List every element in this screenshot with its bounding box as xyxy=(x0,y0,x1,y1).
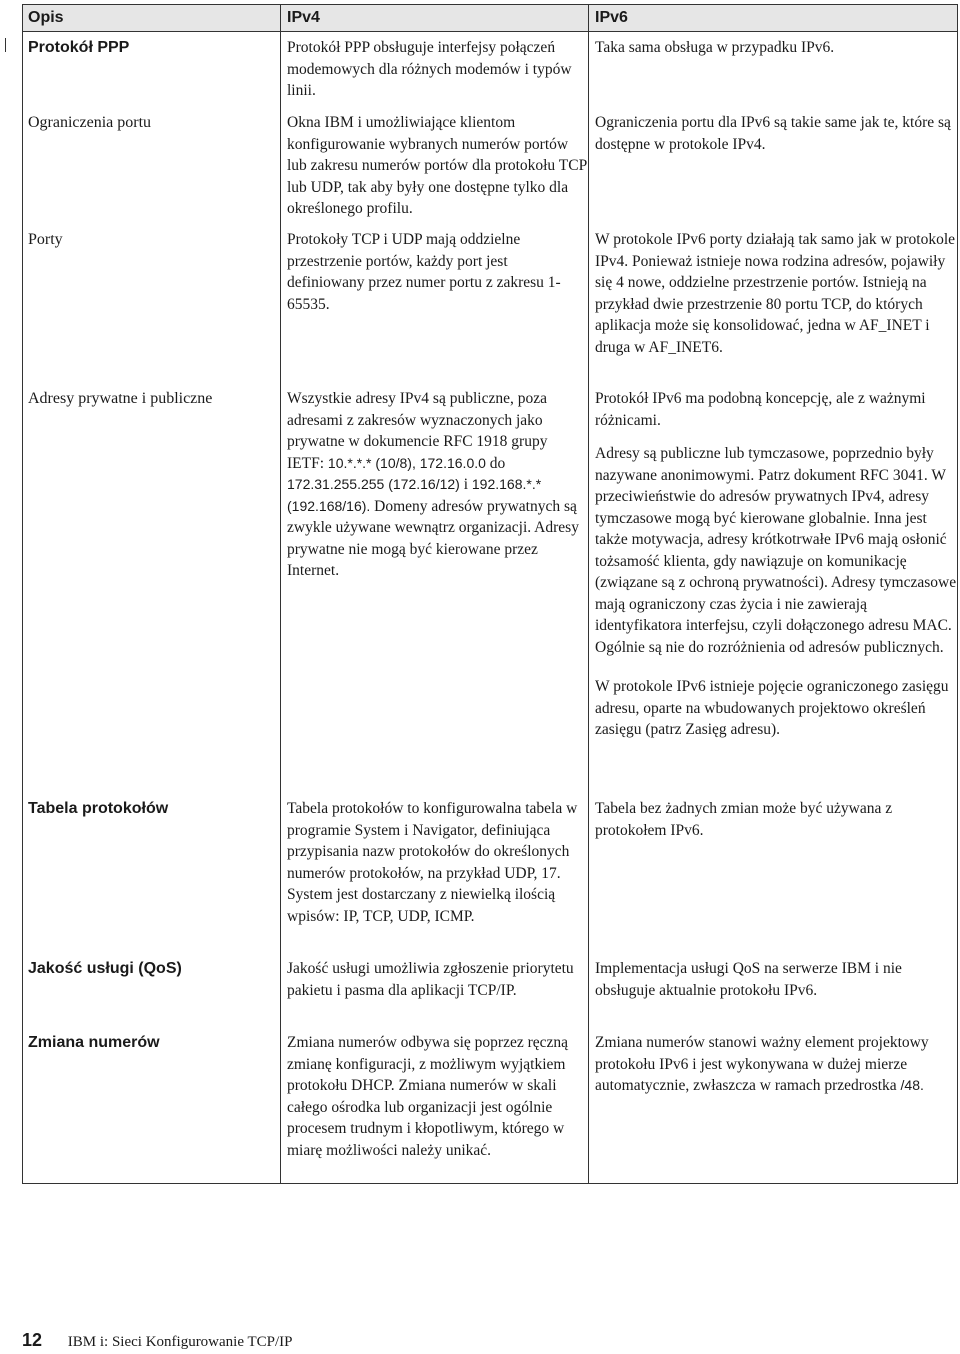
comparison-table xyxy=(22,4,958,1184)
column-divider xyxy=(280,5,281,1183)
row-label-ports: Porty xyxy=(28,231,63,248)
ipv6-port-restrictions: Ograniczenia portu dla IPv6 są takie same jak te, które są dostępne w protokole IPv4. xyxy=(595,114,951,153)
ipv6-ports: W protokole IPv6 porty działają tak samo jak w protokole IPv4. Ponieważ istnieje nowa rodzina adresów, pojawiły się 4 nowe, oddzielne przestrzenie portów. Istnieją na przykład dwie przestrzenie 80 portu TCP, do których aplikacja może się konsolidować, jedna w AF_INET i druga w AF_INET6. xyxy=(595,231,956,356)
ipv4-ppp: Protokół PPP obsługuje interfejsy połączeń modemowych dla różnych modemów i typów linii. xyxy=(287,39,572,99)
ipv6-renumbering xyxy=(595,1032,957,1097)
column-divider xyxy=(588,5,589,1183)
ipv6-temporary-addresses: Adresy są publiczne lub tymczasowe, poprzednio były nazywane anonimowymi. Patrz dokument RFC 3041. W przeciwieństwie do adresów prywatnych IPv4, adresy tymczasowe mogą być kierowane globalnie. Inna jest także motywacja, adresy krótkotrwałe IPv6 mają osłonić tożsamość klienta, gdy nawiązuje on komunikację (związane są z ochroną prywatności). Adresy tymczasowe mają ograniczony czas życia i nie zawierają identyfikatora interfejsu, czyli dołączonego adresu MAC. Ogólnie są nie do rozróżnienia od adresów publicznych. xyxy=(595,445,957,656)
ipv4-port-restrictions: Okna IBM i umożliwiające klientom konfigurowanie wybranych numerów portów lub zakresu numerów portów dla protokołu TCP lub UDP, tak aby były one dostępne tylko dla określonego profilu. xyxy=(287,114,587,217)
header-ipv4: IPv4 xyxy=(287,9,320,26)
ipv4-private-public-text: Wszystkie adresy IPv4 są publiczne, poza adresami z zakresów wyznaczonych jako prywatne w dokumencie RFC 1918 grupy IETF: xyxy=(287,390,548,472)
ipv6-renumbering-text: Zmiana numerów stanowi ważny element projektowy protokołu IPv6 i jest wykonywana w dużej mierze automatycznie, zwłaszcza w ramach przedrostka xyxy=(595,1034,929,1094)
row-label-private-public: Adresy prywatne i publiczne xyxy=(28,390,213,407)
row-label-port-restrictions: Ograniczenia portu xyxy=(28,114,152,131)
row-label-ppp: Protokół PPP xyxy=(28,39,130,56)
row-label-qos: Jakość usługi (QoS) xyxy=(28,960,182,977)
header-ipv6: IPv6 xyxy=(595,9,628,26)
ipv4-private-range-3: 192.168.*.* (192.168/16). xyxy=(287,476,542,514)
ipv6-protocol-table: Tabela bez żadnych zmian może być używana z protokołem IPv6. xyxy=(595,800,893,839)
page-footer xyxy=(22,1330,293,1351)
ipv4-protocol-table: Tabela protokołów to konfigurowalna tabela w programie System i Navigator, definiująca przypisania nazw protokołów do określonych numerów protokołów, na przykład UDP, 17. System jest dostarczany z niewielką ilością wpisów: IP, TCP, UDP, ICMP. xyxy=(287,800,578,925)
page-number: 12 xyxy=(22,1330,43,1350)
ipv4-private-public xyxy=(287,388,587,582)
ipv4-private-public-text-end: Domeny adresów prywatnych są zwykle używane wewnątrz organizacji. Adresy prywatne nie mogą być kierowane przez Internet. xyxy=(287,497,579,579)
document-title: IBM i: Sieci Konfigurowanie TCP/IP xyxy=(67,1334,293,1350)
ipv4-private-range-1: 10.*.*.* (10/8), 172.16.0.0 xyxy=(327,454,486,471)
header-description: Opis xyxy=(28,9,64,26)
ipv4-connector-i: i xyxy=(463,476,468,493)
table-header xyxy=(23,5,957,32)
change-bar xyxy=(5,38,6,52)
row-label-protocol-table: Tabela protokołów xyxy=(28,800,169,817)
ipv6-qos: Implementacja usługi QoS na serwerze IBM i nie obsługuje aktualnie protokołu IPv6. xyxy=(595,960,902,999)
ipv4-qos: Jakość usługi umożliwia zgłoszenie priorytetu pakietu i pasma dla aplikacji TCP/IP. xyxy=(287,960,574,999)
ipv4-renumbering: Zmiana numerów odbywa się poprzez ręczną zmianę konfiguracji, z możliwym wyjątkiem protokołu DHCP. Zmiana numerów w skali całego ośrodka lub organizacji jest ogólnie procesem trudnym i kłopotliwym, którego w miarę możliwości należy unikać. xyxy=(287,1034,569,1159)
ipv4-private-range-2: 172.31.255.255 (172.16/12) xyxy=(287,476,460,492)
row-label-renumbering: Zmiana numerów xyxy=(28,1034,160,1051)
ipv6-private-public xyxy=(595,388,957,741)
ipv6-prefix-value: /48. xyxy=(900,1077,924,1093)
ipv4-ports: Protokoły TCP i UDP mają oddzielne przestrzenie portów, każdy port jest definiowany przez numer portu z zakresu 1-65535. xyxy=(287,231,561,313)
ipv6-address-scope: W protokole IPv6 istnieje pojęcie ograniczonego zasięgu adresu, oparte na wbudowanych projektowo określeń zasięgu (patrz Zasięg adresu). xyxy=(595,678,949,738)
ipv6-private-public-intro: Protokół IPv6 ma podobną koncepcję, ale z ważnymi różnicami. xyxy=(595,390,926,429)
ipv6-ppp: Taka sama obsługa w przypadku IPv6. xyxy=(595,39,835,56)
ipv4-connector-do: do xyxy=(489,454,506,472)
